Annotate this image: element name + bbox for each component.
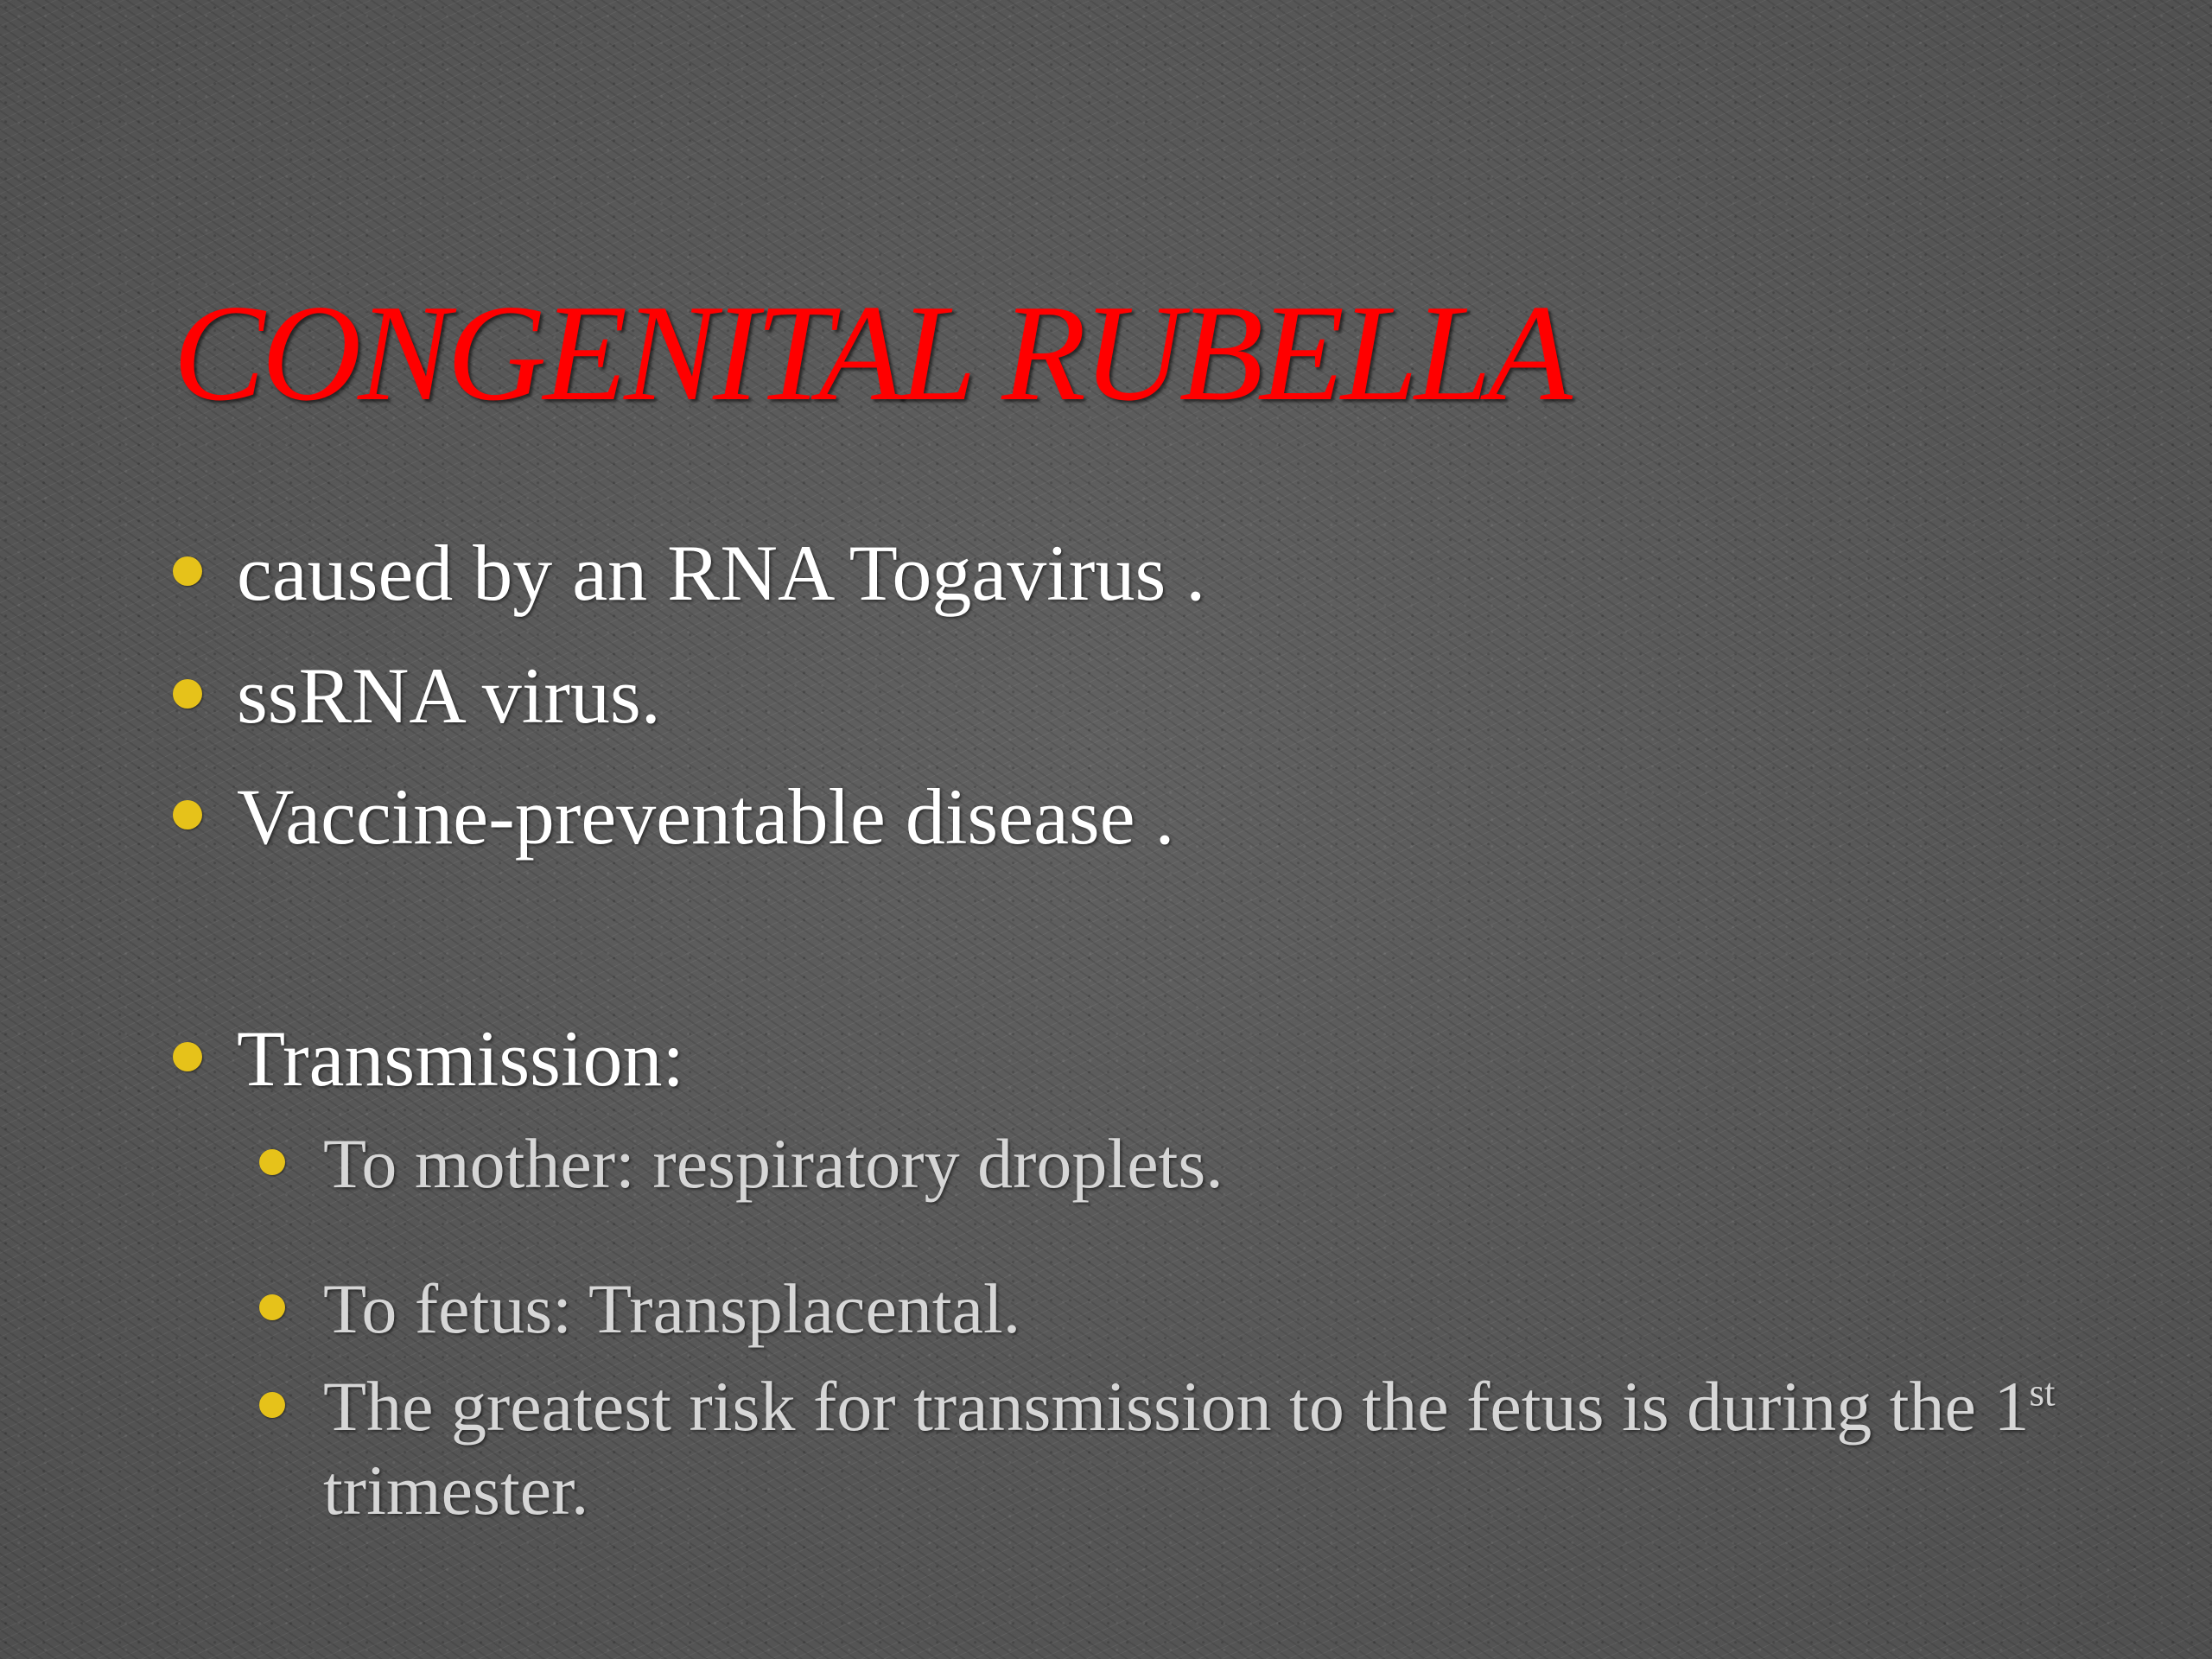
- bullet-item: [173, 527, 1205, 619]
- bullet-dot-icon: [173, 679, 202, 709]
- bullet-dot-icon: [259, 1149, 285, 1175]
- bullet-dot-icon: [173, 800, 202, 830]
- bullet-dot-icon: [259, 1392, 285, 1418]
- sub-bullet-text: To mother: respiratory droplets.: [323, 1124, 1224, 1203]
- sub-bullet-item: [259, 1365, 2138, 1533]
- bullet-text: Vaccine-preventable disease .: [237, 772, 1175, 861]
- sub-bullet-item: [259, 1123, 1224, 1205]
- bullet-dot-icon: [173, 1042, 202, 1071]
- sub-bullet-text: [323, 1365, 2138, 1533]
- bullet-dot-icon: [259, 1294, 285, 1320]
- sub-bullet-item: [259, 1268, 1020, 1350]
- bullet-item: [173, 771, 1175, 862]
- slide-title: CONGENITAL RUBELLA: [173, 276, 1569, 429]
- bullet-item: [173, 1013, 684, 1104]
- bullet-text: caused by an RNA Togavirus .: [237, 529, 1206, 617]
- bullet-text: Transmission:: [237, 1014, 685, 1103]
- sub-bullet-text-end: trimester.: [323, 1450, 589, 1529]
- sub-bullet-text-main: The greatest risk for transmission to the fetus is during the 1: [323, 1367, 2030, 1446]
- bullet-text: ssRNA virus.: [237, 652, 661, 740]
- ordinal-superscript: st: [2029, 1370, 2056, 1414]
- bullet-dot-icon: [173, 556, 202, 586]
- sub-bullet-text: To fetus: Transplacental.: [323, 1269, 1021, 1348]
- bullet-item: [173, 650, 661, 741]
